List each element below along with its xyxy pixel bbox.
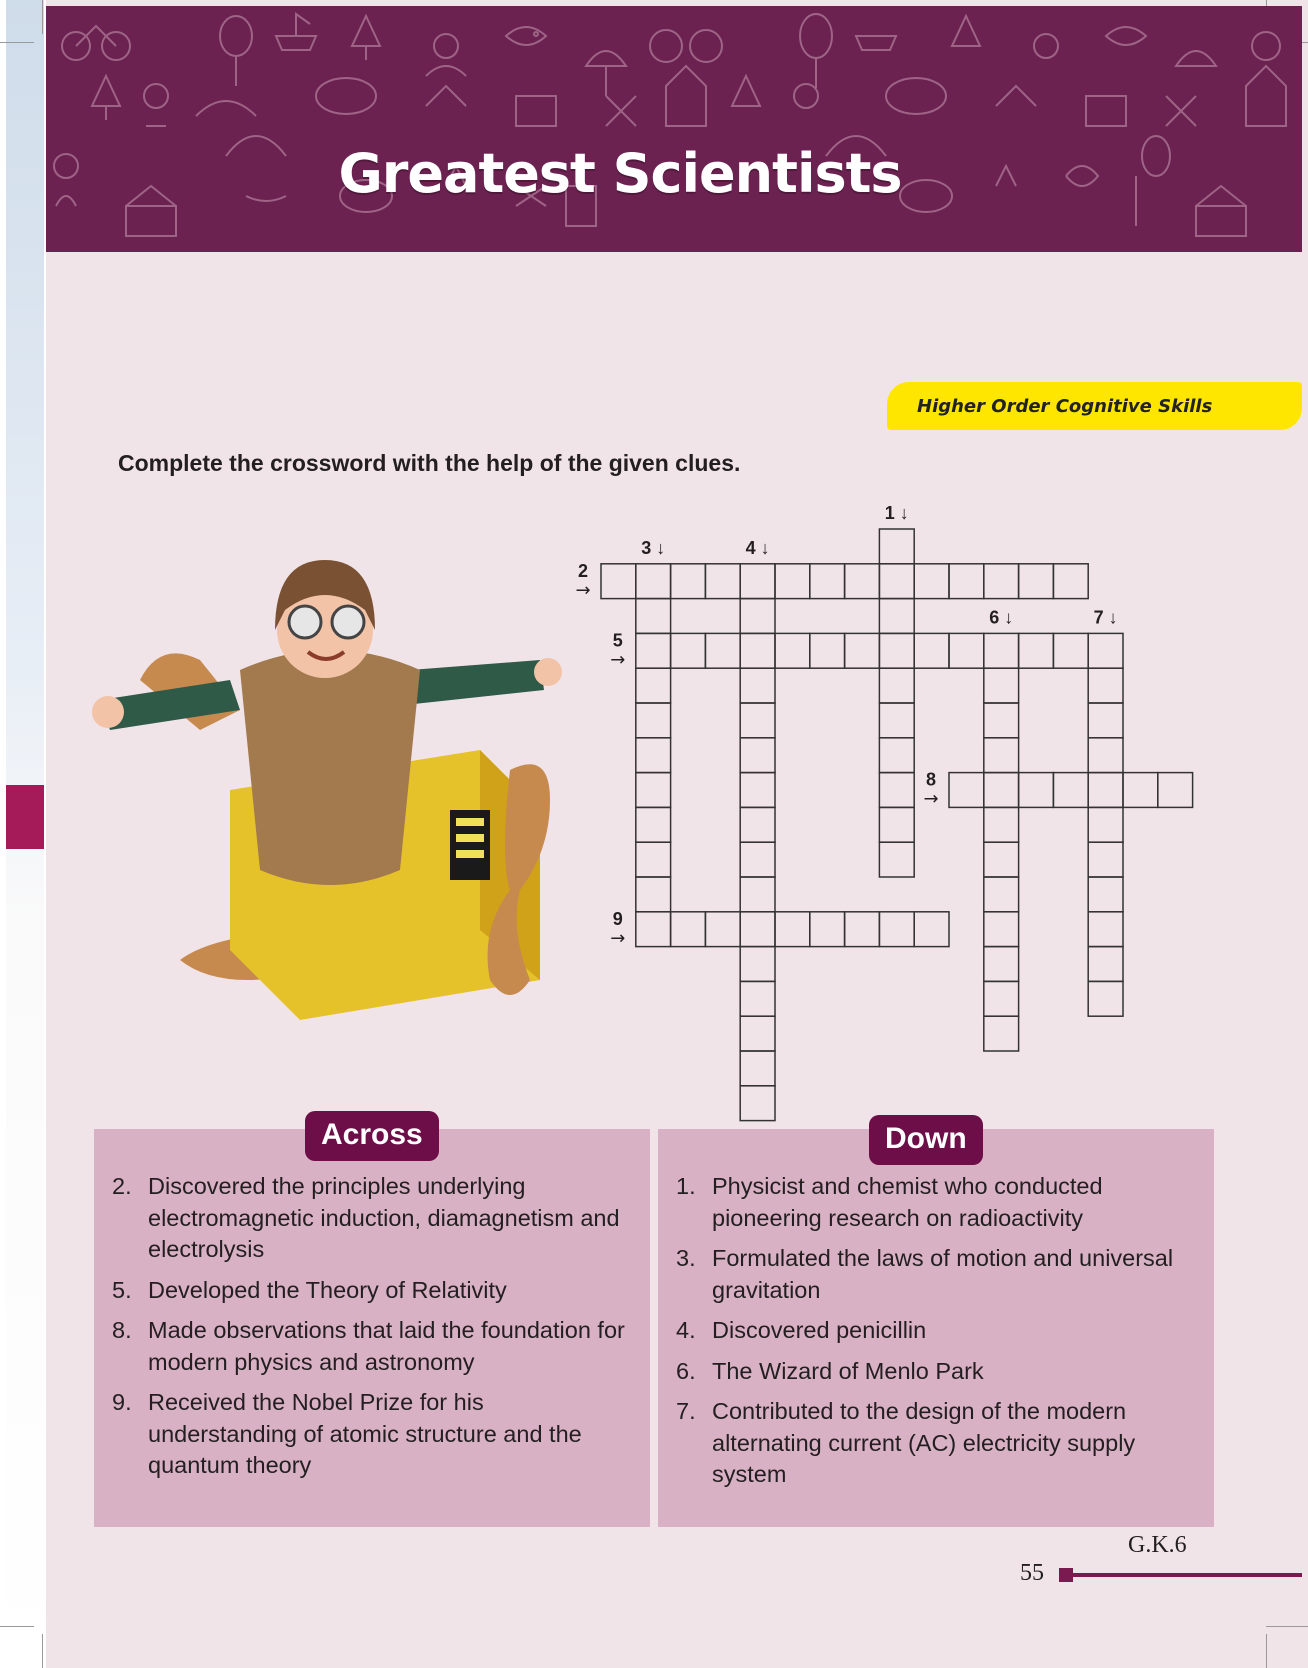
crop-mark xyxy=(42,0,43,34)
across-clue xyxy=(112,1171,636,1266)
crossword-clue-label: 2 xyxy=(577,560,589,581)
crossword-clue-label: 6 ↓ xyxy=(989,607,1014,628)
kid-in-cardboard-plane-illustration xyxy=(80,560,600,1030)
crossword-clue-label: 1 ↓ xyxy=(884,503,909,523)
crop-mark xyxy=(0,42,34,43)
instruction-text: Complete the crossword with the help of the given clues. xyxy=(118,450,741,476)
crop-mark xyxy=(1266,1634,1267,1668)
crossword-clue-label: 4 ↓ xyxy=(745,537,770,558)
clue-text: Developed the Theory of Relativity xyxy=(148,1276,507,1303)
goggle-right xyxy=(332,606,364,638)
hocs-badge: Higher Order Cognitive Skills xyxy=(887,382,1302,430)
crop-mark xyxy=(1266,1626,1308,1627)
crossword-clue-label: 8 xyxy=(925,769,937,790)
across-clue xyxy=(112,1387,636,1482)
goggle-left xyxy=(289,606,321,638)
clue-number: 5. xyxy=(112,1276,132,1303)
across-clues-panel xyxy=(94,1118,650,1527)
kid-hand-right xyxy=(534,658,562,686)
page-number: 55 xyxy=(1020,1560,1044,1586)
across-arrow-icon: → xyxy=(610,649,626,671)
down-clue xyxy=(676,1356,1200,1388)
book-code: G.K.6 xyxy=(1128,1532,1187,1558)
clue-number: 1. xyxy=(676,1173,696,1199)
across-clue xyxy=(112,1275,636,1307)
across-arrow-icon: → xyxy=(923,788,939,810)
kid-scarf xyxy=(240,650,420,885)
clue-text: Discovered penicillin xyxy=(712,1317,927,1343)
kid-arm-right xyxy=(410,660,544,704)
crossword-clue-label: 3 ↓ xyxy=(641,537,666,558)
down-clue xyxy=(676,1315,1200,1347)
down-clue xyxy=(676,1396,1200,1491)
crossword-clue-label: 9 xyxy=(612,908,623,929)
crossword-clue-label: 7 ↓ xyxy=(1093,607,1118,628)
clue-number: 9. xyxy=(112,1389,132,1415)
clue-number: 2. xyxy=(112,1173,132,1199)
clue-number: 7. xyxy=(676,1398,696,1424)
clue-text: Made observations that laid the foundation for modern physics and astronomy xyxy=(148,1317,625,1375)
across-heading: Across xyxy=(305,1111,439,1161)
clue-number: 8. xyxy=(112,1317,132,1343)
clue-text: Formulated the laws of motion and universal gravitation xyxy=(712,1245,1174,1303)
page-marker-line xyxy=(1073,1573,1302,1577)
title-banner xyxy=(46,6,1302,252)
crop-mark xyxy=(42,1634,43,1668)
clue-number: 4. xyxy=(676,1317,696,1343)
down-clue xyxy=(676,1171,1200,1234)
clue-text: The Wizard of Menlo Park xyxy=(712,1357,984,1384)
page-title: Greatest Scientists xyxy=(338,142,902,205)
across-arrow-icon: → xyxy=(575,579,591,601)
clue-text: Discovered the principles underlying electromagnetic induction, diamagnetism and electrolysis xyxy=(148,1173,620,1262)
clue-text: Contributed to the design of the modern alternating current (AC) electricity supply system xyxy=(712,1398,1136,1487)
across-arrow-icon: → xyxy=(610,927,626,949)
across-clue xyxy=(112,1315,636,1378)
crop-mark xyxy=(0,1626,34,1627)
down-clues-panel xyxy=(658,1122,1214,1527)
clue-text: Received the Nobel Prize for his understanding of atomic structure and the quantum theory xyxy=(148,1389,582,1478)
page-marker-square xyxy=(1059,1568,1073,1582)
clue-number: 3. xyxy=(676,1245,696,1271)
doodle-pattern-icon xyxy=(46,6,1302,252)
kid-hand-left xyxy=(92,696,124,728)
down-heading: Down xyxy=(869,1115,983,1165)
down-clue-list xyxy=(676,1171,1200,1500)
clue-text: Physicist and chemist who conducted pioneering research on radioactivity xyxy=(712,1173,1103,1231)
crossword-clue-label: 5 xyxy=(612,630,623,651)
clue-number: 6. xyxy=(676,1357,696,1384)
left-margin-accent xyxy=(6,785,44,849)
across-clue-list xyxy=(112,1171,636,1491)
down-clue xyxy=(676,1243,1200,1306)
